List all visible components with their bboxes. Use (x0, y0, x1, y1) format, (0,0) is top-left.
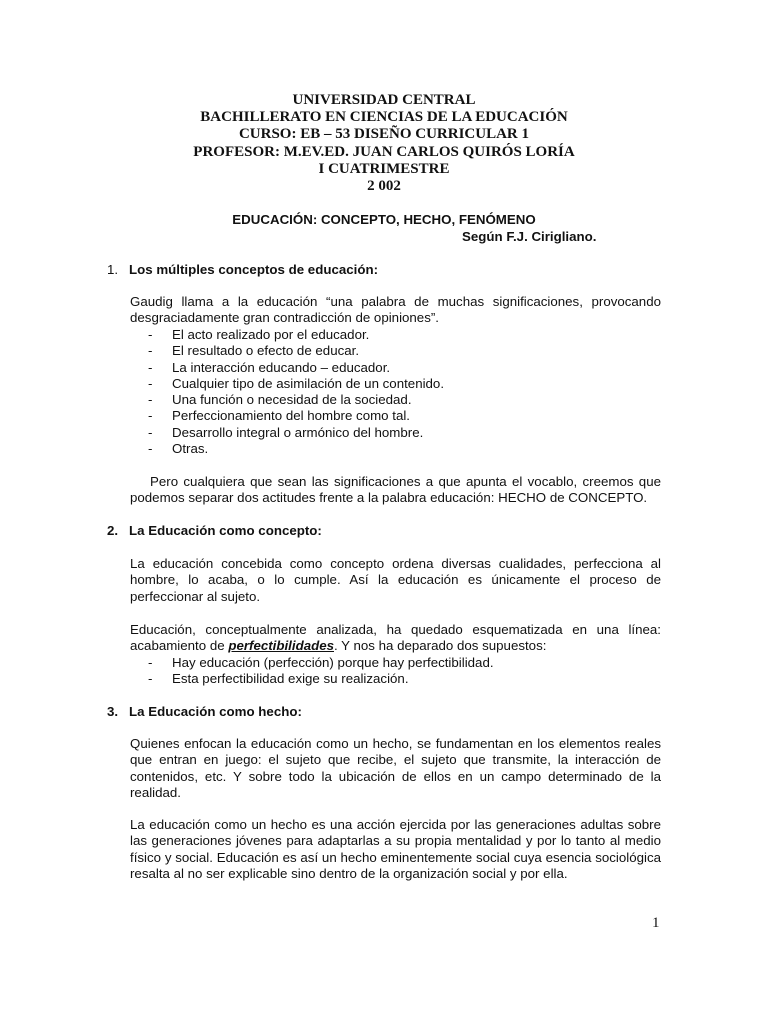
list-item-text: Perfeccionamiento del hombre como tal. (172, 408, 410, 424)
section-number: 1. (107, 262, 119, 277)
list-item (148, 408, 668, 424)
list-marker: - (148, 424, 153, 440)
section-3-paragraph-1: Quienes enfocan la educación como un hecho, se fundamentan en los elementos reales que entran en juego: el sujeto que recibe, el sujeto que transmite, la interacción de contenidos, etc. Y sobre todo la ubicación de ellos en un campo determinado de la realidad. (130, 736, 661, 800)
list-marker: - (148, 441, 153, 457)
list-marker: - (148, 392, 153, 408)
section-1-heading (107, 262, 378, 278)
section-2-paragraph-1: La educación concebida como concepto ordena diversas cualidades, perfecciona al hombre, lo acaba, o lo cumple. Así la educación es únicamente el proceso de perfeccionar al sujeto. (130, 556, 661, 604)
list-item (148, 327, 668, 343)
list-item-text: El acto realizado por el educador. (172, 327, 370, 342)
list-item (148, 671, 668, 687)
list-item-text: El resultado o efecto de educar. (172, 343, 360, 359)
list-item (148, 343, 668, 359)
section-2-paragraph-2 (130, 622, 661, 655)
professor-name: PROFESOR: M.EV.ED. JUAN CARLOS QUIRÓS LORÍA (193, 143, 575, 160)
section-number: 3. (107, 704, 119, 719)
year: 2 002 (367, 178, 401, 195)
program-name: BACHILLERATO EN CIENCIAS DE LA EDUCACIÓN (200, 109, 568, 126)
list-marker: - (148, 655, 153, 670)
list-item-text: Cualquier tipo de asimilación de un contenido. (172, 375, 445, 391)
list-marker: - (148, 359, 153, 375)
university-name: UNIVERSIDAD CENTRAL (292, 92, 476, 108)
paragraph-text: Educación, conceptualmente analizada, ha quedado esquematizada en una línea: acabamiento de (130, 622, 661, 654)
section-1-closing: Pero cualquiera que sean las significaciones a que apunta el vocablo, creemos que podemos separar dos actitudes frente a la palabra educación: HECHO de CONCEPTO. (130, 474, 661, 506)
list-item (148, 425, 668, 441)
document-author: Según F.J. Cirigliano. (462, 229, 597, 244)
list-marker: - (148, 671, 153, 687)
document-title: EDUCACIÓN: CONCEPTO, HECHO, FENÓMENO (232, 212, 536, 227)
page-number: 1 (652, 915, 660, 931)
list-item (148, 376, 668, 392)
list-marker: - (148, 327, 153, 342)
section-title: La Educación como concepto: (129, 523, 322, 538)
list-item (148, 441, 668, 457)
paragraph-text: . Y nos ha deparado dos supuestos: (334, 638, 547, 654)
list-item-text: La interacción educando – educador. (172, 359, 391, 375)
list-item-text: Otras. (172, 441, 209, 457)
section-3-heading (107, 704, 302, 720)
section-title: Los múltiples conceptos de educación: (129, 262, 378, 277)
list-item-text: Esta perfectibilidad exige su realización. (172, 671, 409, 687)
list-item-text: Una función o necesidad de la sociedad. (172, 392, 412, 408)
section-title: La Educación como hecho: (129, 704, 302, 719)
document-header (0, 92, 768, 195)
list-item-text: Hay educación (perfección) porque hay perfectibilidad. (172, 655, 494, 670)
list-marker: - (148, 408, 153, 424)
list-item-text: Desarrollo integral o armónico del hombre. (172, 424, 424, 440)
emphasized-term: perfectibilidades (228, 638, 334, 654)
section-1-intro: Gaudig llama a la educación “una palabra de muchas significaciones, provocando desgraciadamente gran contradicción de opiniones”. (130, 294, 661, 326)
list-marker: - (148, 375, 153, 391)
section-number: 2. (107, 523, 119, 538)
section-2-heading (107, 523, 322, 539)
section-3-paragraph-2: La educación como un hecho es una acción ejercida por las generaciones adultas sobre las generaciones jóvenes para adaptarlas a su propia mentalidad y por lo tanto al medio físico y social. Educación es así un hecho eminentemente social cuya esencia sociológica resalta al no ser explicable sino dentro de la organización social y por ella. (130, 817, 661, 881)
list-item (148, 392, 668, 408)
list-marker: - (148, 343, 153, 359)
list-item (148, 655, 668, 671)
course-name: CURSO: EB – 53 DISEÑO CURRICULAR 1 (238, 126, 530, 143)
section-2-list (148, 655, 668, 688)
term: I CUATRIMESTRE (318, 160, 450, 177)
list-item (148, 360, 668, 376)
section-1-list (148, 327, 668, 457)
